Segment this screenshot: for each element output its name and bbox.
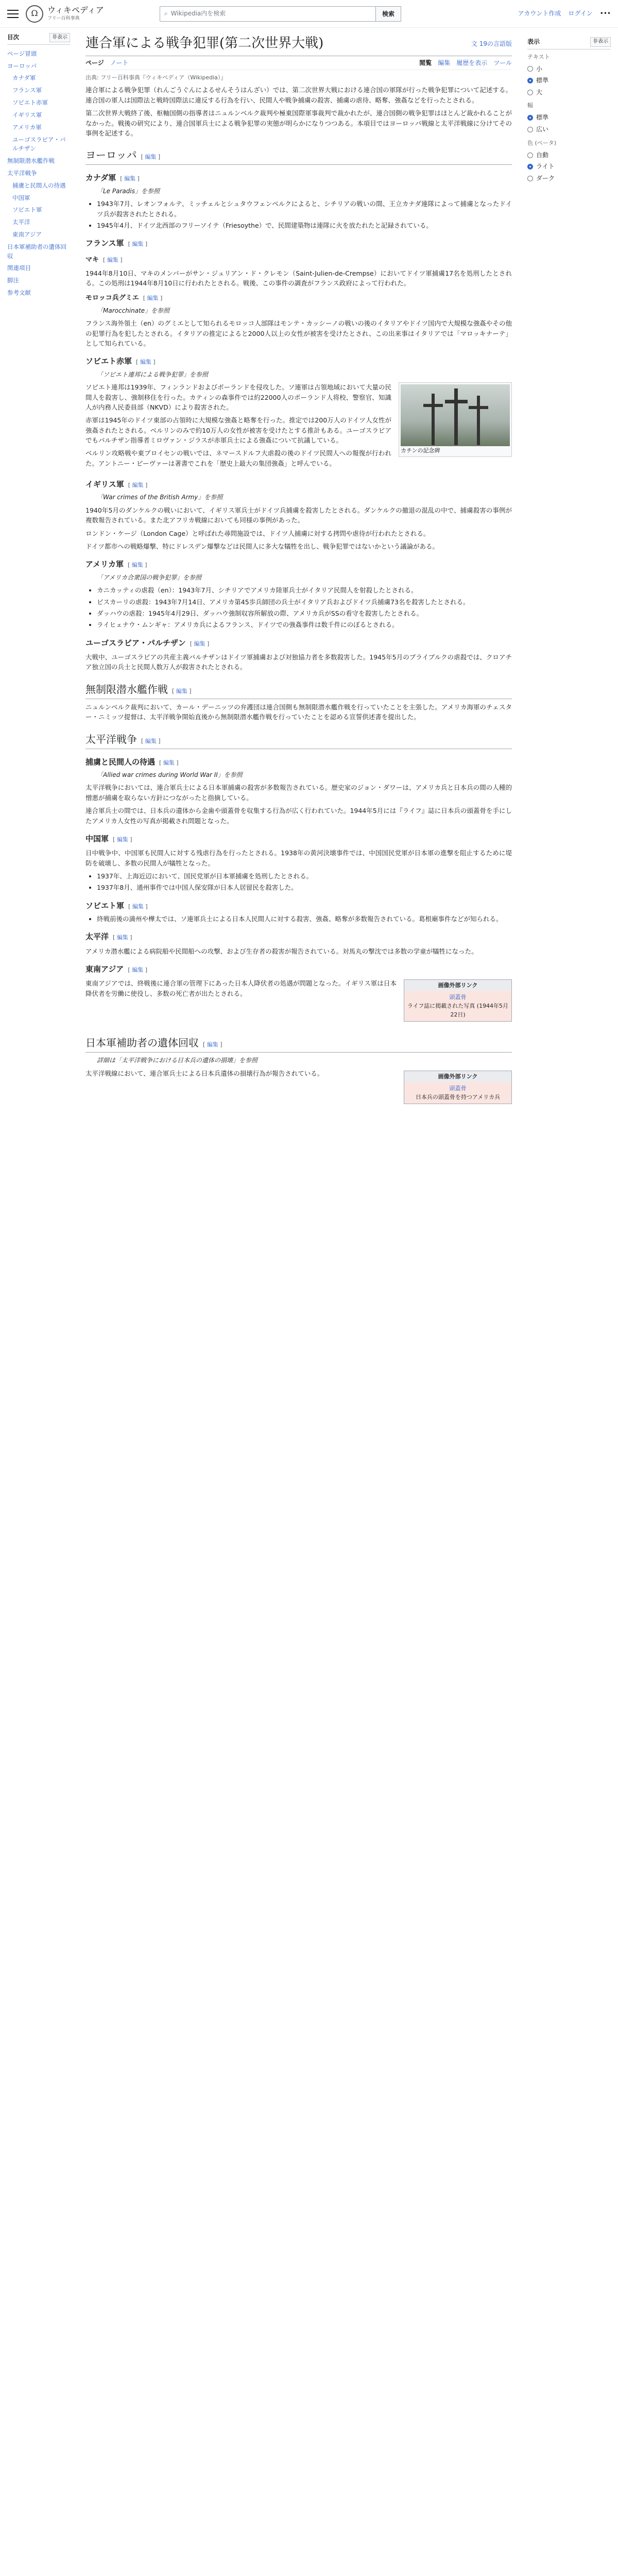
paragraph: 1940年5月のダンケルクの戦いにおいて、イギリス軍兵士がドイツ兵捕虜を殺害したとされる。ダンケルクの撤退の混乱の中で、捕虜殺害の事例が複数報告されている。また北アフリカ戦線においても同様の事例があった。: [85, 506, 512, 524]
edit-link[interactable]: 編集: [132, 966, 144, 973]
edit-link[interactable]: 編集: [140, 359, 151, 366]
edit-link[interactable]: 編集: [132, 482, 144, 489]
intro-paragraph: 第二次世界大戦終了後、枢軸国側の指導者はニュルンベルク裁判や極東国際軍事裁判で裁かれたが、連合国側の戦争犯罪はほとんど裁かれることがなかった。戦後の研究により、連合国軍兵士による戦争犯罪の実態が明らかになりつつある。本項目ではヨーロッパ戦線と太平洋戦線に分けてその事例を記述する。: [85, 109, 512, 137]
subsection-heading: アメリカ軍 [ 編集 ]: [85, 560, 147, 569]
toc-hide-button[interactable]: 非表示: [49, 33, 70, 42]
section-heading: ヨーロッパ [ 編集 ]: [85, 147, 512, 165]
paragraph: 太平洋戦線において、連合軍兵士による日本兵遺体の損壊行為が報告されている。: [85, 1069, 324, 1077]
paragraph: 太平洋戦争においては、連合軍兵士による日本軍捕虜の殺害が多数報告されている。歴史家のジョン・ダワーは、アメリカ兵と日本兵の間の人種的憎悪が捕虜を取らない方針につながったと指摘している。: [85, 784, 512, 802]
toc-item[interactable]: 関連項目: [7, 264, 31, 272]
width-label: 幅: [527, 102, 533, 109]
subsection-heading: ソビエト軍 [ 編集 ]: [85, 901, 148, 910]
edit-link[interactable]: 編集: [116, 836, 128, 843]
site-logo[interactable]: [26, 5, 129, 23]
section-heading: 無制限潜水艦作戦 [ 編集 ]: [85, 682, 512, 699]
login-link[interactable]: ログイン: [568, 10, 593, 18]
more-icon[interactable]: •••: [599, 10, 611, 18]
paragraph: アメリカ潜水艦による病院船や民間船への攻撃、および生存者の殺害が報告されている。対馬丸の撃沈では多数の学童が犠牲になった。: [85, 947, 478, 955]
appearance-title: 表示: [527, 38, 540, 45]
edit-link[interactable]: 編集: [107, 256, 118, 263]
hatnote: 「Le Paradis」を参照: [97, 187, 160, 195]
text-size-label: テキスト: [527, 53, 550, 60]
radio-text-small[interactable]: 小: [527, 63, 611, 75]
external-image-box: [404, 979, 512, 1022]
subsection-heading: カナダ軍 [ 編集 ]: [85, 173, 140, 183]
radio-width-standard[interactable]: 標準: [527, 112, 611, 124]
language-button[interactable]: 文 19の言語版: [471, 40, 512, 47]
toc-item[interactable]: 脚注: [7, 277, 19, 284]
external-image-caption: 日本兵の頭蓋骨を持つアメリカ兵: [415, 1094, 501, 1101]
intro-paragraph: 連合軍による戦争犯罪（れんごうぐんによるせんそうはんざい）では、第二次世界大戦における連合国の軍隊が行った戦争犯罪について記述する。連合国の軍人は国際法と戦時国際法に違反する行為を行い、民間人や戦争捕虜の殺害、捕虜の虐待、略奪、強姦などを行ったとされる。: [85, 86, 512, 104]
radio-text-standard[interactable]: 標準: [527, 75, 611, 87]
from-line: 出典: フリー百科事典『ウィキペディア（Wikipedia）』: [85, 74, 227, 81]
subsubsection-heading: マキ [ 編集 ]: [85, 256, 123, 264]
toc-subitem[interactable]: 中国軍: [12, 194, 30, 201]
toc-subitem[interactable]: 東南アジア: [12, 231, 42, 238]
search-button[interactable]: 検索: [376, 6, 401, 22]
edit-link[interactable]: 編集: [124, 175, 136, 182]
toc-item[interactable]: ページ冒頭: [7, 49, 37, 57]
external-image-header: 画像外部リンク: [404, 980, 511, 991]
subsection-heading: ユーゴスラビア・パルチザン [ 編集 ]: [85, 638, 210, 648]
hatnote: 「ソビエト連邦による戦争犯罪」を参照: [97, 370, 209, 378]
wikipedia-globe-icon: Ω: [26, 5, 43, 23]
toc-subitem[interactable]: 捕虜と民間人の待遇: [12, 181, 66, 189]
appearance-panel: [520, 28, 618, 1108]
toc-item[interactable]: 無制限潜水艦作戦: [7, 157, 55, 165]
search-input[interactable]: ⌕ Wikipedia内を検索: [160, 6, 376, 22]
search-form: [160, 6, 401, 22]
list-item: • 1937年8月、通州事件では中国人保安隊が日本人居留民を殺害した。: [97, 883, 512, 892]
site-name: ウィキペディア: [47, 5, 104, 15]
toc-subitem[interactable]: アメリカ軍: [12, 123, 42, 131]
section-heading: 日本軍補助者の遺体回収 [ 編集 ]: [85, 1035, 512, 1053]
paragraph: 大戦中、ユーゴスラビアの共産主義パルチザンはドイツ軍捕虜および対独協力者を多数殺害した。1945年5月のブライブルクの虐殺では、クロアチア独立国の兵士と民間人数万人が殺害されたとされる。: [85, 653, 512, 671]
tab-tools[interactable]: ツール: [493, 59, 512, 66]
radio-text-large[interactable]: 大: [527, 87, 611, 98]
edit-link[interactable]: 編集: [131, 562, 143, 569]
external-image-caption: ライフ誌に掲載された写真 (1944年5月22日): [407, 1003, 509, 1019]
list-item: • ビスカーリの虐殺：1943年7月14日、アメリカ第45歩兵師団の兵士がイタリア兵およびドイツ兵捕虜73名を殺害したとされる。: [97, 597, 512, 607]
list-item: • ライヒェナウ・ムンギャ：アメリカ兵によるフランス、ドイツでの強姦事件は数千件にのぼるとされる。: [97, 620, 512, 630]
paragraph: ニュルンベルク裁判において、カール・デーニッツの弁護団は連合国側も無制限潜水艦作戦を行っていたことを主張した。アメリカ海軍のチェスター・ニミッツ提督は、太平洋戦争開始直後から無制限潜水艦作戦を行っていたことを認める宣誓供述書を提出した。: [85, 703, 512, 721]
hatnote: 「War crimes of the British Army」を参照: [97, 494, 223, 501]
paragraph: フランス海外領土（en）のグミエとして知られるモロッコ人部隊はモンテ・カッシーノの戦いの後のイタリアやドイツ国内で大規模な強姦やその他の犯罪行為を犯したとされる。イタリアの推定によると2000人以上の女性が被害を受けたとされ、この出来事はイタリアでは「マロッキナーテ」として知られている。: [85, 319, 512, 347]
toc-sidebar: [0, 28, 77, 1108]
radio-width-wide[interactable]: 広い: [527, 124, 611, 135]
edit-link[interactable]: 編集: [194, 640, 205, 647]
site-tagline: フリー百科事典: [47, 16, 80, 22]
tab-page[interactable]: ページ: [85, 59, 104, 66]
edit-link[interactable]: 編集: [132, 241, 144, 248]
paragraph: ソビエト連邦は1939年、フィンランドおよびポーランドを侵攻した。ソ連軍は占領地域において大量の民間人を殺害し、強制移住を行った。カティンの森事件では約22000人のポーランド人将校、警察官、知識人が内務人民委員部（NKVD）により殺害された。: [85, 383, 391, 411]
list-item: • ダッハウの虐殺：1945年4月29日、ダッハウ強制収容所解放の際、アメリカ兵がSSの看守を殺害したとされる。: [97, 608, 512, 618]
subsection-heading: 捕虜と民間人の待遇 [ 編集 ]: [85, 757, 179, 767]
hatnote: 「Marocchinate」を参照: [97, 307, 170, 314]
menu-icon[interactable]: [7, 10, 19, 18]
toc-subitem[interactable]: ソビエト赤軍: [12, 99, 48, 107]
paragraph: ベルリン攻略戦や東プロイセンの戦いでは、ネマースドルフ大虐殺の後のドイツ民間人への報復が行われた。アントニー・ビーヴァーは著書でこれを「歴史上最大の集団強姦」と呼んでいる。: [85, 449, 391, 467]
thumbnail-figure[interactable]: [399, 382, 512, 457]
edit-link[interactable]: 編集: [145, 154, 157, 161]
subsection-heading: 中国軍 [ 編集 ]: [85, 834, 132, 843]
subsection-heading: ソビエト赤軍 [ 編集 ]: [85, 357, 156, 366]
edit-link[interactable]: 編集: [145, 737, 157, 744]
edit-link[interactable]: 編集: [207, 1041, 218, 1048]
paragraph: ロンドン・ケージ（London Cage）と呼ばれた尋問施設では、ドイツ人捕虜に対する拷問や虐待が行われたとされる。: [85, 529, 430, 537]
toc-subitem[interactable]: カナダ軍: [12, 74, 36, 82]
external-image-link[interactable]: 頭蓋骨: [449, 1084, 467, 1092]
list-item: • 1937年、上海近辺において、国民党軍が日本軍捕虜を処刑したとされる。: [97, 871, 512, 881]
figure-caption: カチンの記念碑: [401, 447, 440, 454]
paragraph: 赤軍は1945年のドイツ東部の占領時に大規模な強姦と略奪を行った。推定では200万人のドイツ人女性が強姦されたとされる。ベルリンのみで約10万人の女性が被害を受けたとする推計もある。ユーゴスラビアでもパルチザン指導者ミロヴァン・ジラスが赤軍兵士による強姦について抗議している。: [85, 416, 391, 444]
toc-item[interactable]: 参考文献: [7, 289, 31, 297]
toc-subitem[interactable]: ユーゴスラビア・パルチザン: [12, 135, 66, 152]
paragraph: ドイツ都市への戦略爆撃、特にドレスデン爆撃などは民間人に多大な犠牲を出し、戦争犯罪ではないかという議論がある。: [85, 543, 439, 551]
toc-subitem[interactable]: フランス軍: [12, 87, 42, 94]
external-image-box: [404, 1071, 512, 1104]
edit-link[interactable]: 編集: [116, 934, 128, 941]
hatnote: 詳細は「太平洋戦争における日本兵の遺体の損壊」を参照: [97, 1057, 258, 1064]
paragraph: 1944年8月10日、マキのメンバーがサン・ジュリアン・ド・クレモン（Saint-Julien-de-Crempse）においてドイツ軍捕虜17名を処刑したとされる。この処刑は1944年8月10日に行われたとされる。戦後、この事件の調査がフランス政府によって行われた。: [85, 269, 512, 287]
page-tabs: [85, 56, 512, 71]
radio-color-auto[interactable]: 自動: [527, 149, 611, 161]
subsubsection-heading: モロッコ兵グミエ [ 編集 ]: [85, 294, 163, 302]
site-header: [0, 0, 618, 28]
subsection-heading: 太平洋 [ 編集 ]: [85, 932, 132, 942]
toc-subitem[interactable]: イギリス軍: [12, 111, 42, 118]
toc-subitem[interactable]: ソビエト軍: [12, 206, 42, 214]
list-item: • 1945年4月、ドイツ北西部のフリーソイテ（Friesoythe）で、民間建築物は連隊に火を放たれたと記録されている。: [97, 221, 512, 230]
toc-item[interactable]: ヨーロッパ: [7, 62, 37, 70]
edit-link[interactable]: 編集: [163, 759, 175, 766]
appearance-hide-button[interactable]: 非表示: [590, 37, 611, 47]
hatnote: 「アメリカ合衆国の戦争犯罪」を参照: [97, 573, 202, 581]
subsection-heading: 東南アジア [ 編集 ]: [85, 964, 147, 974]
tab-edit[interactable]: 編集: [438, 59, 451, 66]
toc-item[interactable]: 日本軍補助者の遺体回収: [7, 243, 66, 260]
page-title: 連合軍による戦争犯罪(第二次世界大戦): [85, 36, 324, 51]
section-heading: 太平洋戦争 [ 編集 ]: [85, 732, 512, 749]
list-item: • 終戦前後の満州や樺太では、ソ連軍兵士による日本人民間人に対する殺害、強姦、略奪が多数報告されている。葛根廟事件などが知られる。: [97, 914, 512, 924]
list-item: • 1943年7月、レオンフォルテ、ミッチェルとシュタウフェンベルクによると、シチリアの戦いの間、王立カナダ連隊によって捕虜となったドイツ兵が殺害されたとされる。: [97, 199, 512, 219]
toc-item[interactable]: 太平洋戦争: [7, 169, 37, 177]
paragraph: 連合軍兵士の間では、日本兵の遺体から金歯や頭蓋骨を収集する行為が広く行われていた。1944年5月には『ライフ』誌に日本兵の頭蓋骨を手にしたアメリカ人女性の写真が掲載され問題となった。: [85, 807, 512, 825]
tab-read[interactable]: 閲覧: [419, 59, 432, 66]
external-image-link[interactable]: 頭蓋骨: [449, 994, 467, 1001]
edit-link[interactable]: 編集: [176, 687, 187, 694]
search-icon: ⌕: [164, 10, 168, 18]
toc-subitem[interactable]: 太平洋: [12, 218, 30, 226]
radio-color-light[interactable]: ライト: [527, 161, 611, 173]
toc-title: 目次: [7, 33, 19, 41]
subsection-heading: フランス軍 [ 編集 ]: [85, 239, 148, 248]
edit-link[interactable]: 編集: [147, 295, 159, 302]
edit-link[interactable]: 編集: [132, 903, 144, 910]
list-item: • カニカッティの虐殺（en）：1943年7月、シチリアでアメリカ陸軍兵士がイタリア民間人を射殺したとされる。: [97, 585, 512, 595]
radio-color-dark[interactable]: ダーク: [527, 173, 611, 184]
create-account-link[interactable]: アカウント作成: [518, 10, 561, 18]
hatnote: 「Allied war crimes during World War II」を参照: [97, 771, 243, 778]
paragraph: 東南アジアでは、終戦後に連合軍の管理下にあった日本人降伏者の処遇が問題となった。イギリス軍は日本降伏者を労働に使役し、多数の死亡者が出たとされる。: [85, 979, 397, 997]
color-label: 色 (ベータ): [527, 139, 557, 146]
external-image-header: 画像外部リンク: [404, 1071, 511, 1082]
tab-history[interactable]: 履歴を表示: [456, 59, 488, 66]
subsection-heading: イギリス軍 [ 編集 ]: [85, 480, 148, 489]
tab-talk[interactable]: ノート: [110, 59, 129, 66]
article: [77, 28, 520, 1108]
paragraph: 日中戦争中、中国軍も民間人に対する残虐行為を行ったとされる。1938年の黄河決壊事件では、中国国民党軍が日本軍の進撃を阻止するために堤防を破壊し、多数の民間人が犠牲となった。: [85, 849, 512, 867]
memorial-photo[interactable]: [401, 384, 510, 446]
